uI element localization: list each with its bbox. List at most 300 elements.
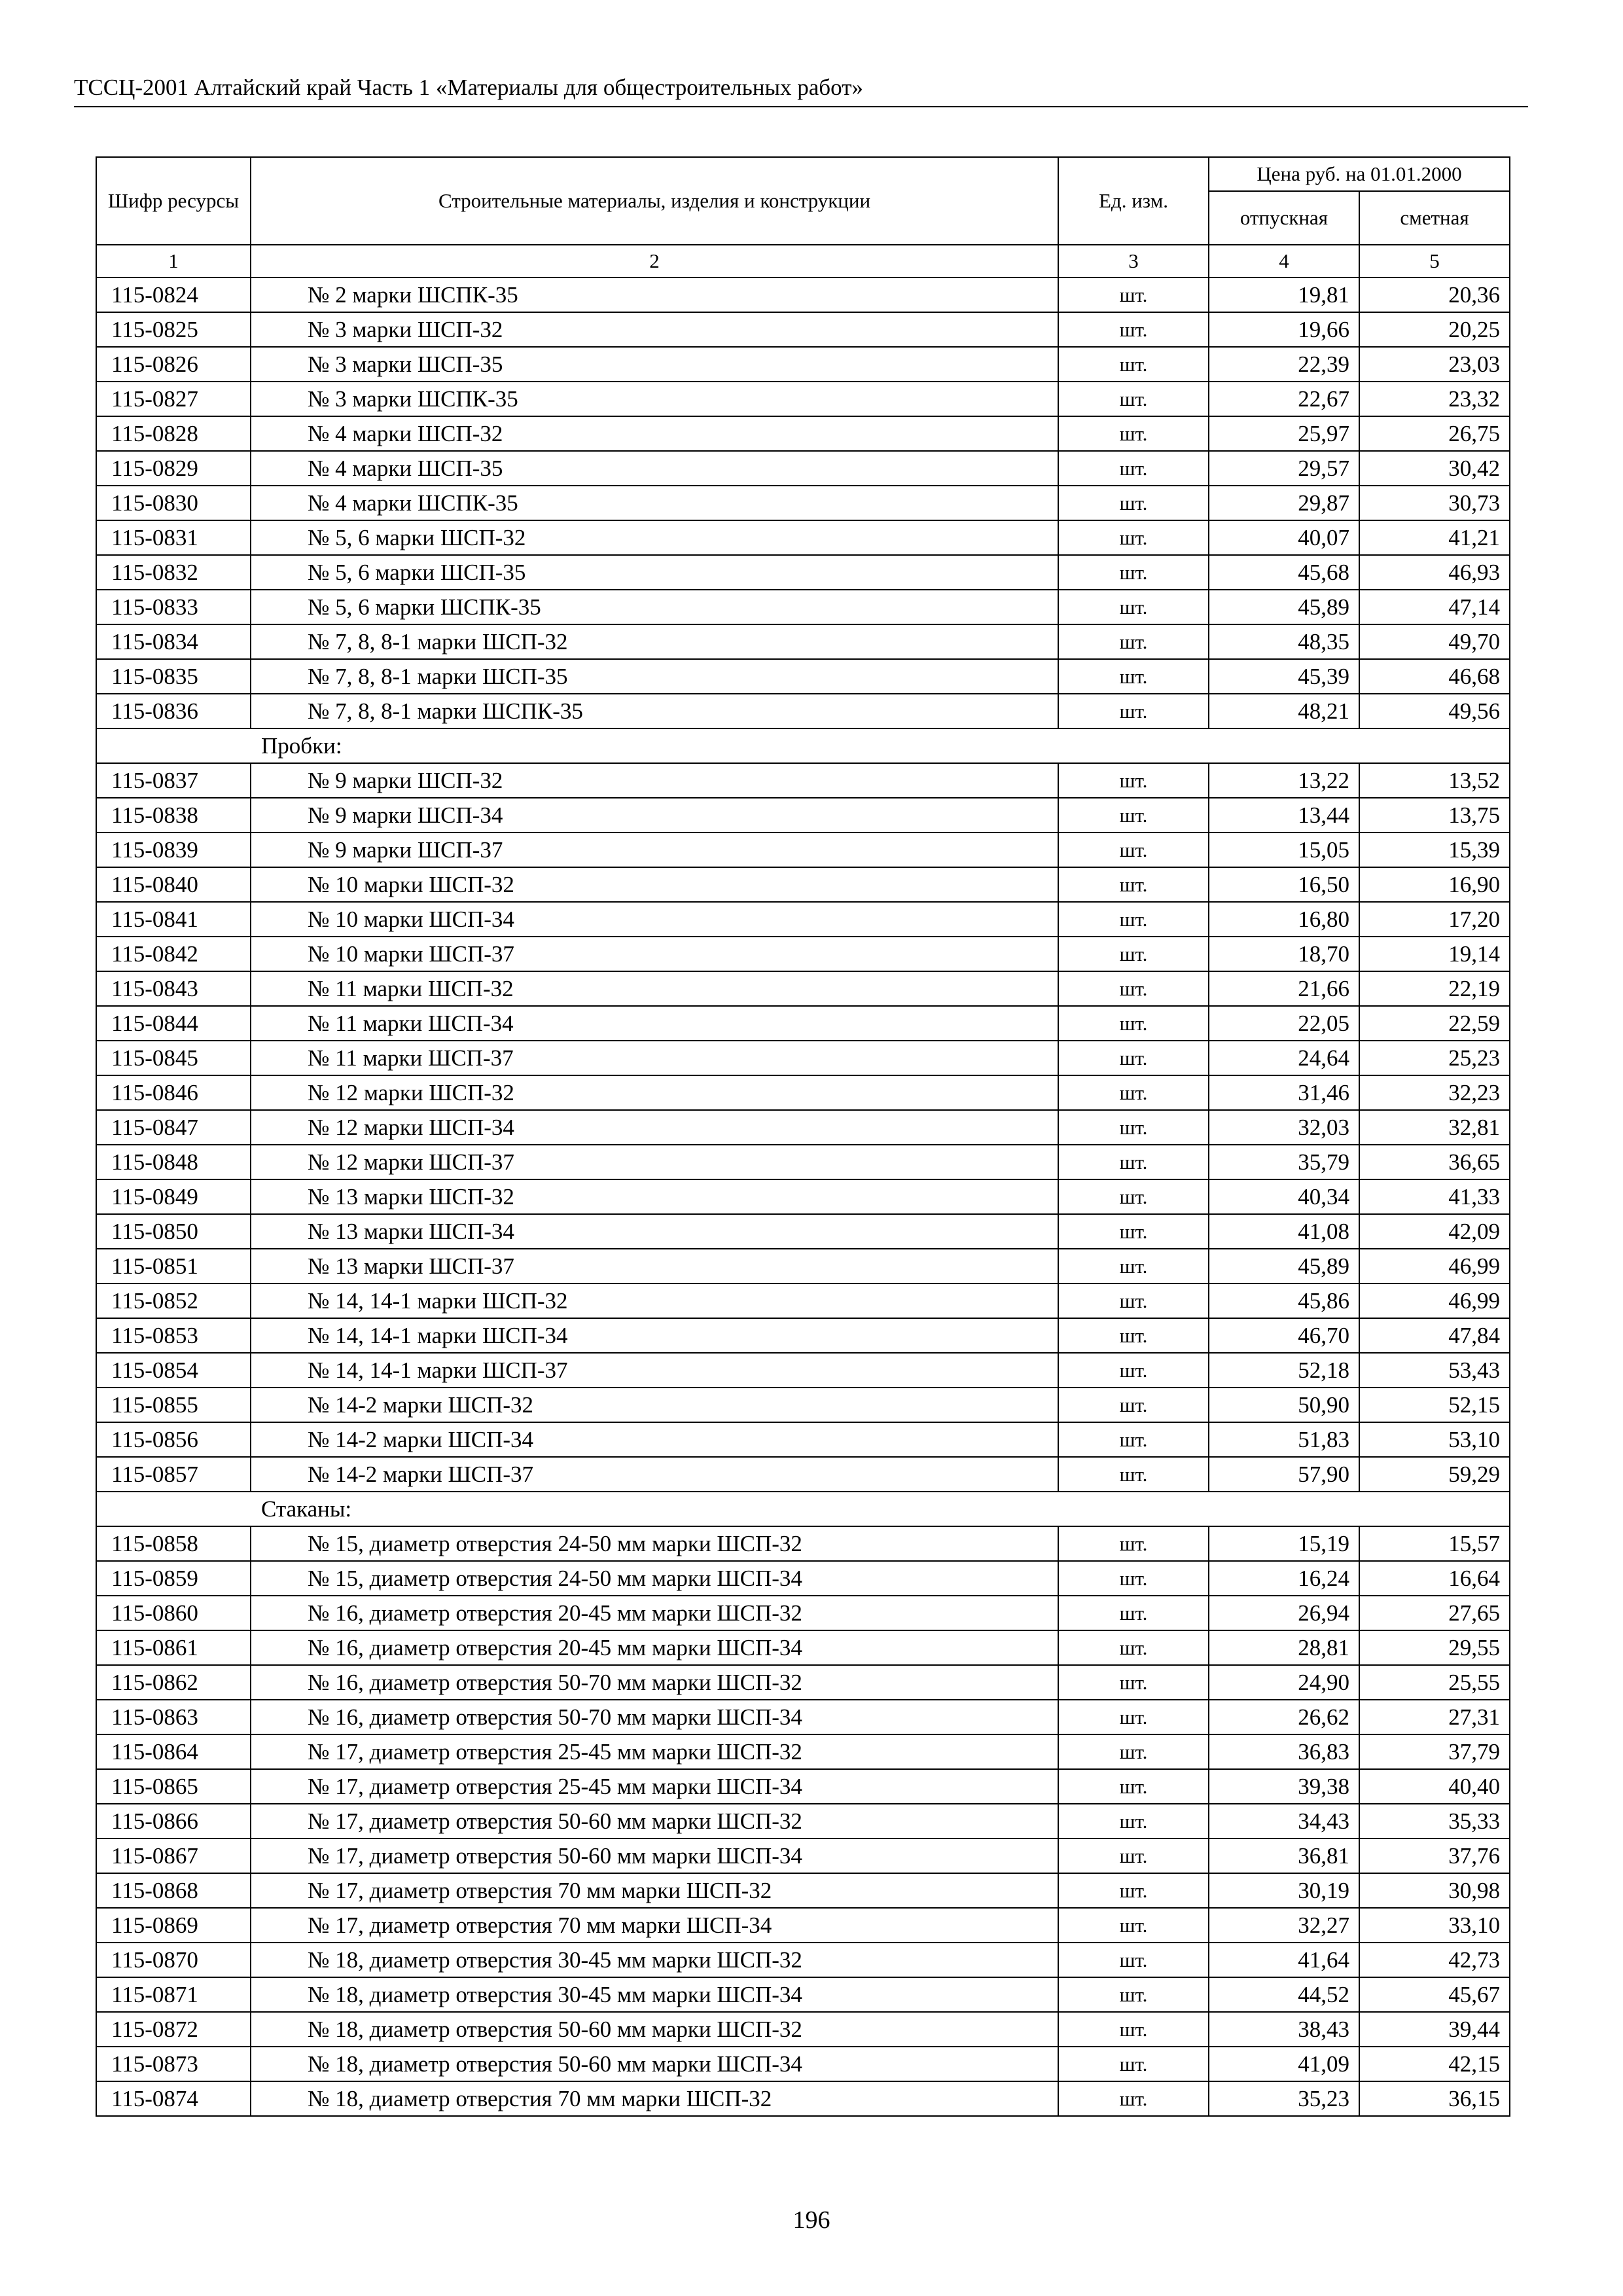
- table-row: [96, 624, 1510, 659]
- table-row: [96, 763, 1510, 798]
- unit-cell: шт.: [1058, 486, 1209, 520]
- resource-code-cell: 115-0874: [96, 2081, 251, 2116]
- unit-cell: шт.: [1058, 278, 1209, 312]
- estimate-price-cell: 20,36: [1359, 278, 1510, 312]
- resource-code-cell: 115-0856: [96, 1422, 251, 1457]
- release-price-cell: 36,81: [1209, 1839, 1359, 1873]
- resource-code-cell: 115-0861: [96, 1630, 251, 1665]
- resource-code-cell: 115-0860: [96, 1596, 251, 1630]
- table-row: [96, 833, 1510, 867]
- estimate-price-cell: 33,10: [1359, 1908, 1510, 1943]
- unit-cell: шт.: [1058, 1283, 1209, 1318]
- col-header-price-group: Цена руб. на 01.01.2000: [1209, 157, 1510, 191]
- unit-cell: шт.: [1058, 937, 1209, 971]
- header-rule: [74, 106, 1528, 107]
- table-row: [96, 555, 1510, 590]
- unit-cell: шт.: [1058, 1353, 1209, 1388]
- unit-cell: шт.: [1058, 763, 1209, 798]
- material-name-cell: № 14-2 марки ШСП-32: [251, 1388, 1058, 1422]
- table-row: [96, 416, 1510, 451]
- estimate-price-cell: 42,09: [1359, 1214, 1510, 1249]
- table-row: [96, 1804, 1510, 1839]
- release-price-cell: 40,34: [1209, 1179, 1359, 1214]
- release-price-cell: 16,80: [1209, 902, 1359, 937]
- release-price-cell: 19,66: [1209, 312, 1359, 347]
- release-price-cell: 57,90: [1209, 1457, 1359, 1492]
- estimate-price-cell: 42,73: [1359, 1943, 1510, 1977]
- material-name-cell: № 15, диаметр отверстия 24-50 мм марки ШСП-32: [251, 1526, 1058, 1561]
- col-header-price-release: отпускная: [1209, 191, 1359, 245]
- resource-code-cell: 115-0870: [96, 1943, 251, 1977]
- unit-cell: шт.: [1058, 1839, 1209, 1873]
- material-name-cell: № 17, диаметр отверстия 25-45 мм марки ШСП-32: [251, 1734, 1058, 1769]
- table-row: [96, 382, 1510, 416]
- estimate-price-cell: 52,15: [1359, 1388, 1510, 1422]
- table-row: [96, 971, 1510, 1006]
- material-name-cell: № 18, диаметр отверстия 50-60 мм марки ШСП-32: [251, 2012, 1058, 2047]
- material-name-cell: № 11 марки ШСП-34: [251, 1006, 1058, 1041]
- table-row: [96, 2081, 1510, 2116]
- release-price-cell: 25,97: [1209, 416, 1359, 451]
- table-row: [96, 2012, 1510, 2047]
- resource-code-cell: 115-0863: [96, 1700, 251, 1734]
- release-price-cell: 41,08: [1209, 1214, 1359, 1249]
- resource-code-cell: 115-0872: [96, 2012, 251, 2047]
- resource-code-cell: 115-0831: [96, 520, 251, 555]
- unit-cell: шт.: [1058, 382, 1209, 416]
- release-price-cell: 45,86: [1209, 1283, 1359, 1318]
- release-price-cell: 52,18: [1209, 1353, 1359, 1388]
- unit-cell: шт.: [1058, 2047, 1209, 2081]
- unit-cell: шт.: [1058, 1318, 1209, 1353]
- unit-cell: шт.: [1058, 1214, 1209, 1249]
- estimate-price-cell: 45,67: [1359, 1977, 1510, 2012]
- unit-cell: шт.: [1058, 1943, 1209, 1977]
- estimate-price-cell: 13,52: [1359, 763, 1510, 798]
- unit-cell: шт.: [1058, 1596, 1209, 1630]
- estimate-price-cell: 23,32: [1359, 382, 1510, 416]
- material-name-cell: № 14, 14-1 марки ШСП-37: [251, 1353, 1058, 1388]
- material-name-cell: № 3 марки ШСП-35: [251, 347, 1058, 382]
- table-row: [96, 902, 1510, 937]
- release-price-cell: 13,22: [1209, 763, 1359, 798]
- unit-cell: шт.: [1058, 833, 1209, 867]
- material-name-cell: № 4 марки ШСП-35: [251, 451, 1058, 486]
- estimate-price-cell: 16,64: [1359, 1561, 1510, 1596]
- resource-code-cell: 115-0838: [96, 798, 251, 833]
- col-header-name: Строительные материалы, изделия и конструкции: [251, 157, 1058, 245]
- section-label: Стаканы:: [251, 1492, 1510, 1526]
- table-row: [96, 1665, 1510, 1700]
- unit-cell: шт.: [1058, 1977, 1209, 2012]
- table-row: [96, 486, 1510, 520]
- section-label: Пробки:: [251, 728, 1510, 763]
- resource-code-cell: 115-0848: [96, 1145, 251, 1179]
- estimate-price-cell: 36,65: [1359, 1145, 1510, 1179]
- resource-code-cell: 115-0828: [96, 416, 251, 451]
- release-price-cell: 48,35: [1209, 624, 1359, 659]
- unit-cell: шт.: [1058, 520, 1209, 555]
- resource-code-cell: 115-0862: [96, 1665, 251, 1700]
- table-row: [96, 1249, 1510, 1283]
- resource-code-cell: 115-0858: [96, 1526, 251, 1561]
- material-name-cell: № 11 марки ШСП-37: [251, 1041, 1058, 1075]
- resource-code-cell: 115-0871: [96, 1977, 251, 2012]
- resource-code-cell: 115-0825: [96, 312, 251, 347]
- unit-cell: шт.: [1058, 1665, 1209, 1700]
- material-name-cell: № 13 марки ШСП-32: [251, 1179, 1058, 1214]
- material-name-cell: № 9 марки ШСП-37: [251, 833, 1058, 867]
- release-price-cell: 39,38: [1209, 1769, 1359, 1804]
- table-row: [96, 1422, 1510, 1457]
- release-price-cell: 34,43: [1209, 1804, 1359, 1839]
- material-name-cell: № 3 марки ШСП-32: [251, 312, 1058, 347]
- unit-cell: шт.: [1058, 1873, 1209, 1908]
- section-row: [96, 728, 1510, 763]
- table-row: [96, 520, 1510, 555]
- release-price-cell: 36,83: [1209, 1734, 1359, 1769]
- estimate-price-cell: 30,73: [1359, 486, 1510, 520]
- column-number: 1: [96, 245, 251, 278]
- unit-cell: шт.: [1058, 1179, 1209, 1214]
- material-name-cell: № 18, диаметр отверстия 50-60 мм марки ШСП-34: [251, 2047, 1058, 2081]
- resource-code-cell: 115-0847: [96, 1110, 251, 1145]
- col-header-unit: Ед. изм.: [1058, 157, 1209, 245]
- resource-code-cell: 115-0834: [96, 624, 251, 659]
- estimate-price-cell: 15,57: [1359, 1526, 1510, 1561]
- material-name-cell: № 16, диаметр отверстия 50-70 мм марки ШСП-32: [251, 1665, 1058, 1700]
- unit-cell: шт.: [1058, 1006, 1209, 1041]
- release-price-cell: 16,24: [1209, 1561, 1359, 1596]
- estimate-price-cell: 53,43: [1359, 1353, 1510, 1388]
- material-name-cell: № 18, диаметр отверстия 70 мм марки ШСП-32: [251, 2081, 1058, 2116]
- material-name-cell: № 9 марки ШСП-34: [251, 798, 1058, 833]
- table-row: [96, 451, 1510, 486]
- resource-code-cell: 115-0842: [96, 937, 251, 971]
- document-title: ТССЦ-2001 Алтайский край Часть 1 «Материалы для общестроительных работ»: [74, 75, 863, 100]
- material-name-cell: № 4 марки ШСП-32: [251, 416, 1058, 451]
- col-header-code: Шифр ресурсы: [96, 157, 251, 245]
- unit-cell: шт.: [1058, 1388, 1209, 1422]
- release-price-cell: 26,62: [1209, 1700, 1359, 1734]
- release-price-cell: 44,52: [1209, 1977, 1359, 2012]
- estimate-price-cell: 40,40: [1359, 1769, 1510, 1804]
- unit-cell: шт.: [1058, 590, 1209, 624]
- release-price-cell: 45,68: [1209, 555, 1359, 590]
- estimate-price-cell: 49,56: [1359, 694, 1510, 728]
- estimate-price-cell: 27,31: [1359, 1700, 1510, 1734]
- estimate-price-cell: 59,29: [1359, 1457, 1510, 1492]
- material-name-cell: № 5, 6 марки ШСПК-35: [251, 590, 1058, 624]
- release-price-cell: 45,89: [1209, 1249, 1359, 1283]
- resource-code-cell: 115-0839: [96, 833, 251, 867]
- material-name-cell: № 7, 8, 8-1 марки ШСП-32: [251, 624, 1058, 659]
- resource-code-cell: 115-0867: [96, 1839, 251, 1873]
- estimate-price-cell: 47,14: [1359, 590, 1510, 624]
- material-name-cell: № 7, 8, 8-1 марки ШСПК-35: [251, 694, 1058, 728]
- release-price-cell: 22,05: [1209, 1006, 1359, 1041]
- resource-code-cell: 115-0829: [96, 451, 251, 486]
- table-row: [96, 1457, 1510, 1492]
- unit-cell: шт.: [1058, 2081, 1209, 2116]
- material-name-cell: № 16, диаметр отверстия 20-45 мм марки ШСП-32: [251, 1596, 1058, 1630]
- resource-code-cell: 115-0864: [96, 1734, 251, 1769]
- unit-cell: шт.: [1058, 416, 1209, 451]
- release-price-cell: 41,09: [1209, 2047, 1359, 2081]
- unit-cell: шт.: [1058, 867, 1209, 902]
- table-row: [96, 1075, 1510, 1110]
- table-row: [96, 867, 1510, 902]
- estimate-price-cell: 27,65: [1359, 1596, 1510, 1630]
- table-row: [96, 1388, 1510, 1422]
- release-price-cell: 26,94: [1209, 1596, 1359, 1630]
- table-row: [96, 1214, 1510, 1249]
- table-row: [96, 347, 1510, 382]
- resource-code-cell: 115-0866: [96, 1804, 251, 1839]
- material-name-cell: № 5, 6 марки ШСП-32: [251, 520, 1058, 555]
- unit-cell: шт.: [1058, 1110, 1209, 1145]
- column-number: 3: [1058, 245, 1209, 278]
- column-number: 4: [1209, 245, 1359, 278]
- resource-code-cell: 115-0868: [96, 1873, 251, 1908]
- page-number: 196: [793, 2206, 830, 2234]
- material-name-cell: № 13 марки ШСП-34: [251, 1214, 1058, 1249]
- table-row: [96, 659, 1510, 694]
- material-name-cell: № 17, диаметр отверстия 70 мм марки ШСП-32: [251, 1873, 1058, 1908]
- estimate-price-cell: 15,39: [1359, 833, 1510, 867]
- table-row: [96, 1700, 1510, 1734]
- release-price-cell: 19,81: [1209, 278, 1359, 312]
- resource-code-cell: 115-0853: [96, 1318, 251, 1353]
- table-row: [96, 1561, 1510, 1596]
- material-name-cell: № 11 марки ШСП-32: [251, 971, 1058, 1006]
- resource-code-cell: 115-0873: [96, 2047, 251, 2081]
- material-name-cell: № 10 марки ШСП-37: [251, 937, 1058, 971]
- unit-cell: шт.: [1058, 1700, 1209, 1734]
- estimate-price-cell: 23,03: [1359, 347, 1510, 382]
- unit-cell: шт.: [1058, 1908, 1209, 1943]
- resource-code-cell: 115-0840: [96, 867, 251, 902]
- unit-cell: шт.: [1058, 659, 1209, 694]
- material-name-cell: № 7, 8, 8-1 марки ШСП-35: [251, 659, 1058, 694]
- table-row: [96, 1318, 1510, 1353]
- resource-code-cell: 115-0869: [96, 1908, 251, 1943]
- section-code-cell: [96, 728, 251, 763]
- material-name-cell: № 3 марки ШСПК-35: [251, 382, 1058, 416]
- estimate-price-cell: 19,14: [1359, 937, 1510, 971]
- estimate-price-cell: 36,15: [1359, 2081, 1510, 2116]
- release-price-cell: 21,66: [1209, 971, 1359, 1006]
- table-row: [96, 1110, 1510, 1145]
- release-price-cell: 16,50: [1209, 867, 1359, 902]
- material-name-cell: № 14-2 марки ШСП-34: [251, 1422, 1058, 1457]
- release-price-cell: 24,64: [1209, 1041, 1359, 1075]
- table-body: [96, 278, 1510, 2116]
- unit-cell: шт.: [1058, 694, 1209, 728]
- material-name-cell: № 16, диаметр отверстия 50-70 мм марки ШСП-34: [251, 1700, 1058, 1734]
- release-price-cell: 35,23: [1209, 2081, 1359, 2116]
- material-name-cell: № 10 марки ШСП-32: [251, 867, 1058, 902]
- unit-cell: шт.: [1058, 1249, 1209, 1283]
- estimate-price-cell: 47,84: [1359, 1318, 1510, 1353]
- material-name-cell: № 17, диаметр отверстия 25-45 мм марки ШСП-34: [251, 1769, 1058, 1804]
- unit-cell: шт.: [1058, 624, 1209, 659]
- table-row: [96, 1596, 1510, 1630]
- table-row: [96, 1839, 1510, 1873]
- table-row: [96, 694, 1510, 728]
- release-price-cell: 41,64: [1209, 1943, 1359, 1977]
- price-table: [96, 156, 1510, 2117]
- unit-cell: шт.: [1058, 1041, 1209, 1075]
- table-row: [96, 1179, 1510, 1214]
- material-name-cell: № 17, диаметр отверстия 70 мм марки ШСП-34: [251, 1908, 1058, 1943]
- resource-code-cell: 115-0824: [96, 278, 251, 312]
- release-price-cell: 45,39: [1209, 659, 1359, 694]
- resource-code-cell: 115-0836: [96, 694, 251, 728]
- unit-cell: шт.: [1058, 555, 1209, 590]
- estimate-price-cell: 42,15: [1359, 2047, 1510, 2081]
- resource-code-cell: 115-0857: [96, 1457, 251, 1492]
- release-price-cell: 32,03: [1209, 1110, 1359, 1145]
- resource-code-cell: 115-0859: [96, 1561, 251, 1596]
- table-row: [96, 1283, 1510, 1318]
- release-price-cell: 32,27: [1209, 1908, 1359, 1943]
- resource-code-cell: 115-0826: [96, 347, 251, 382]
- resource-code-cell: 115-0837: [96, 763, 251, 798]
- material-name-cell: № 2 марки ШСПК-35: [251, 278, 1058, 312]
- column-number: 5: [1359, 245, 1510, 278]
- estimate-price-cell: 30,98: [1359, 1873, 1510, 1908]
- column-number: 2: [251, 245, 1058, 278]
- release-price-cell: 51,83: [1209, 1422, 1359, 1457]
- estimate-price-cell: 25,55: [1359, 1665, 1510, 1700]
- material-name-cell: № 4 марки ШСПК-35: [251, 486, 1058, 520]
- release-price-cell: 31,46: [1209, 1075, 1359, 1110]
- resource-code-cell: 115-0833: [96, 590, 251, 624]
- material-name-cell: № 14-2 марки ШСП-37: [251, 1457, 1058, 1492]
- material-name-cell: № 10 марки ШСП-34: [251, 902, 1058, 937]
- unit-cell: шт.: [1058, 312, 1209, 347]
- table-row: [96, 798, 1510, 833]
- release-price-cell: 28,81: [1209, 1630, 1359, 1665]
- unit-cell: шт.: [1058, 2012, 1209, 2047]
- estimate-price-cell: 46,99: [1359, 1249, 1510, 1283]
- estimate-price-cell: 29,55: [1359, 1630, 1510, 1665]
- material-name-cell: № 16, диаметр отверстия 20-45 мм марки ШСП-34: [251, 1630, 1058, 1665]
- material-name-cell: № 12 марки ШСП-34: [251, 1110, 1058, 1145]
- estimate-price-cell: 13,75: [1359, 798, 1510, 833]
- release-price-cell: 24,90: [1209, 1665, 1359, 1700]
- table-row: [96, 1006, 1510, 1041]
- table-row: [96, 1526, 1510, 1561]
- resource-code-cell: 115-0849: [96, 1179, 251, 1214]
- release-price-cell: 46,70: [1209, 1318, 1359, 1353]
- estimate-price-cell: 46,93: [1359, 555, 1510, 590]
- material-name-cell: № 12 марки ШСП-32: [251, 1075, 1058, 1110]
- estimate-price-cell: 25,23: [1359, 1041, 1510, 1075]
- estimate-price-cell: 17,20: [1359, 902, 1510, 937]
- table-row: [96, 2047, 1510, 2081]
- resource-code-cell: 115-0830: [96, 486, 251, 520]
- material-name-cell: № 17, диаметр отверстия 50-60 мм марки ШСП-32: [251, 1804, 1058, 1839]
- resource-code-cell: 115-0845: [96, 1041, 251, 1075]
- release-price-cell: 48,21: [1209, 694, 1359, 728]
- release-price-cell: 50,90: [1209, 1388, 1359, 1422]
- estimate-price-cell: 46,68: [1359, 659, 1510, 694]
- table-row: [96, 1041, 1510, 1075]
- release-price-cell: 18,70: [1209, 937, 1359, 971]
- material-name-cell: № 14, 14-1 марки ШСП-32: [251, 1283, 1058, 1318]
- resource-code-cell: 115-0835: [96, 659, 251, 694]
- material-name-cell: № 9 марки ШСП-32: [251, 763, 1058, 798]
- unit-cell: шт.: [1058, 1075, 1209, 1110]
- release-price-cell: 30,19: [1209, 1873, 1359, 1908]
- material-name-cell: № 18, диаметр отверстия 30-45 мм марки ШСП-32: [251, 1943, 1058, 1977]
- resource-code-cell: 115-0827: [96, 382, 251, 416]
- section-row: [96, 1492, 1510, 1526]
- estimate-price-cell: 49,70: [1359, 624, 1510, 659]
- resource-code-cell: 115-0841: [96, 902, 251, 937]
- table-row: [96, 937, 1510, 971]
- release-price-cell: 45,89: [1209, 590, 1359, 624]
- table-row: [96, 1873, 1510, 1908]
- unit-cell: шт.: [1058, 1561, 1209, 1596]
- table-row: [96, 1908, 1510, 1943]
- estimate-price-cell: 32,23: [1359, 1075, 1510, 1110]
- estimate-price-cell: 41,33: [1359, 1179, 1510, 1214]
- table-row: [96, 1943, 1510, 1977]
- unit-cell: шт.: [1058, 451, 1209, 486]
- estimate-price-cell: 37,79: [1359, 1734, 1510, 1769]
- table-row: [96, 1734, 1510, 1769]
- unit-cell: шт.: [1058, 1457, 1209, 1492]
- resource-code-cell: 115-0843: [96, 971, 251, 1006]
- unit-cell: шт.: [1058, 1630, 1209, 1665]
- estimate-price-cell: 16,90: [1359, 867, 1510, 902]
- estimate-price-cell: 39,44: [1359, 2012, 1510, 2047]
- table-row: [96, 1977, 1510, 2012]
- estimate-price-cell: 46,99: [1359, 1283, 1510, 1318]
- release-price-cell: 38,43: [1209, 2012, 1359, 2047]
- material-name-cell: № 12 марки ШСП-37: [251, 1145, 1058, 1179]
- unit-cell: шт.: [1058, 1769, 1209, 1804]
- col-header-price-estimate: сметная: [1359, 191, 1510, 245]
- estimate-price-cell: 20,25: [1359, 312, 1510, 347]
- unit-cell: шт.: [1058, 1526, 1209, 1561]
- release-price-cell: 15,05: [1209, 833, 1359, 867]
- release-price-cell: 15,19: [1209, 1526, 1359, 1561]
- unit-cell: шт.: [1058, 1734, 1209, 1769]
- unit-cell: шт.: [1058, 902, 1209, 937]
- unit-cell: шт.: [1058, 347, 1209, 382]
- table-row: [96, 1630, 1510, 1665]
- resource-code-cell: 115-0852: [96, 1283, 251, 1318]
- material-name-cell: № 14, 14-1 марки ШСП-34: [251, 1318, 1058, 1353]
- unit-cell: шт.: [1058, 1804, 1209, 1839]
- estimate-price-cell: 22,59: [1359, 1006, 1510, 1041]
- resource-code-cell: 115-0851: [96, 1249, 251, 1283]
- estimate-price-cell: 30,42: [1359, 451, 1510, 486]
- table-row: [96, 312, 1510, 347]
- material-name-cell: № 17, диаметр отверстия 50-60 мм марки ШСП-34: [251, 1839, 1058, 1873]
- estimate-price-cell: 53,10: [1359, 1422, 1510, 1457]
- resource-code-cell: 115-0865: [96, 1769, 251, 1804]
- release-price-cell: 22,39: [1209, 347, 1359, 382]
- unit-cell: шт.: [1058, 1422, 1209, 1457]
- table-row: [96, 1769, 1510, 1804]
- release-price-cell: 29,57: [1209, 451, 1359, 486]
- table-row: [96, 1145, 1510, 1179]
